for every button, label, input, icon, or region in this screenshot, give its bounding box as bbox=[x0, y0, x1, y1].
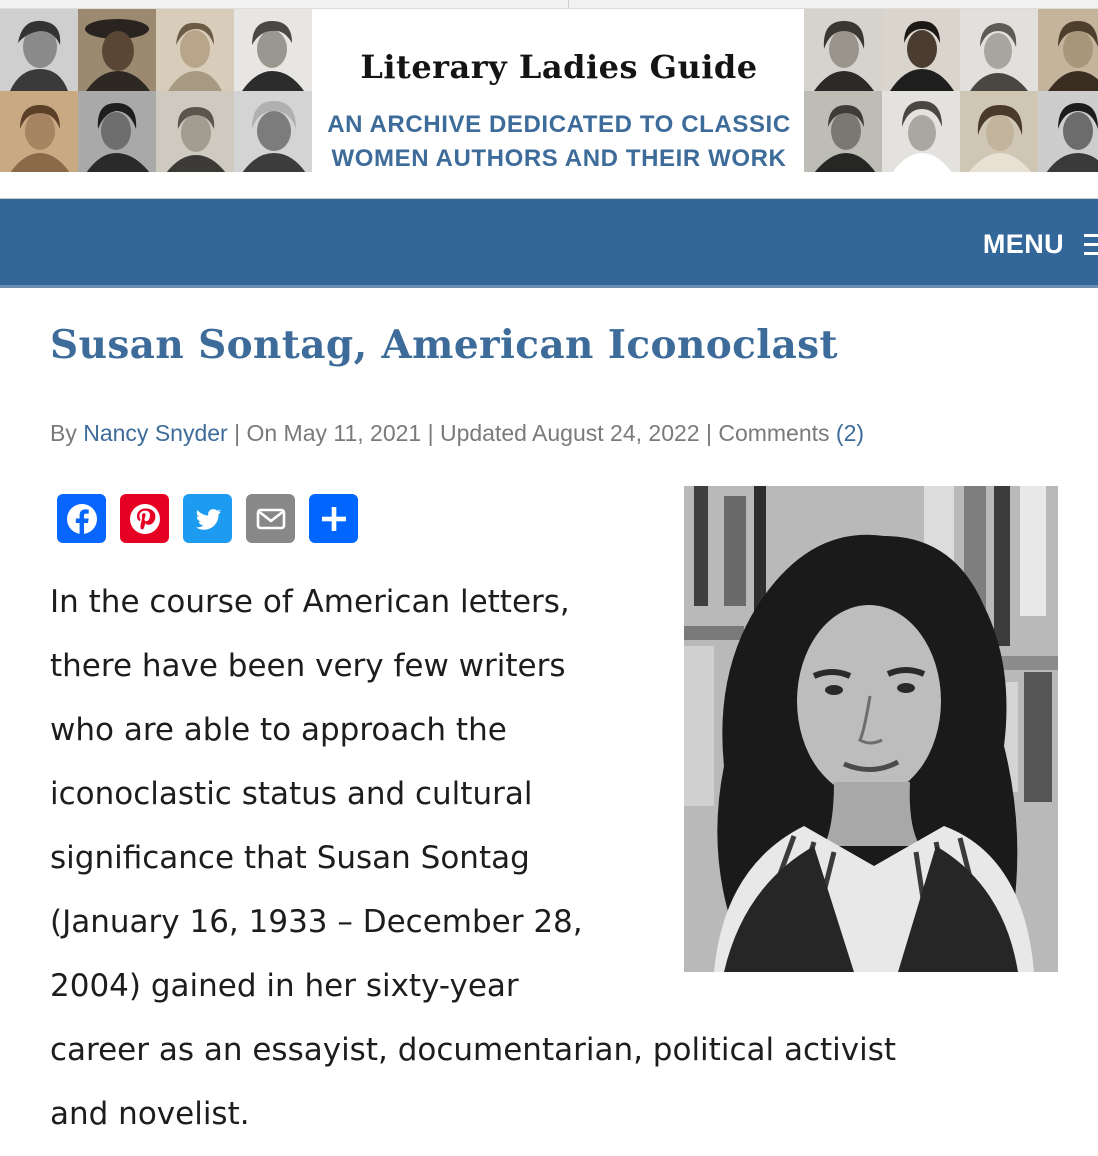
author-portrait bbox=[156, 9, 234, 91]
author-portrait bbox=[234, 9, 312, 91]
site-tagline bbox=[316, 108, 802, 176]
pinterest-icon bbox=[127, 501, 163, 537]
author-portrait bbox=[804, 9, 882, 91]
header-portraits-left bbox=[0, 9, 312, 173]
author-portrait bbox=[960, 91, 1038, 173]
email-icon bbox=[253, 501, 289, 537]
browser-top-strip bbox=[0, 0, 1098, 9]
facebook-icon bbox=[64, 501, 100, 537]
twitter-icon bbox=[190, 501, 226, 537]
hamburger-icon[interactable] bbox=[1080, 231, 1098, 259]
post-byline bbox=[50, 420, 864, 447]
author-portrait bbox=[78, 91, 156, 173]
published-date: May 11, 2021 bbox=[283, 420, 422, 446]
site-title[interactable]: Literary Ladies Guide bbox=[360, 48, 758, 86]
share-more-button[interactable] bbox=[309, 494, 358, 543]
author-portrait bbox=[960, 9, 1038, 91]
author-portrait bbox=[1038, 9, 1098, 91]
tab-divider bbox=[568, 0, 569, 8]
byline-on: | On bbox=[234, 420, 278, 446]
author-link[interactable]: Nancy Snyder bbox=[83, 420, 228, 446]
author-portrait bbox=[882, 9, 960, 91]
author-portrait bbox=[234, 91, 312, 173]
header-divider bbox=[0, 172, 1098, 199]
body-line: who are able to approach the bbox=[50, 712, 507, 748]
byline-comments: | Comments bbox=[705, 420, 830, 446]
author-portrait bbox=[804, 91, 882, 173]
byline-by: By bbox=[50, 420, 77, 446]
twitter-share-button[interactable] bbox=[183, 494, 232, 543]
author-portrait bbox=[882, 91, 960, 173]
body-line: iconoclastic status and cultural bbox=[50, 776, 533, 812]
author-portrait bbox=[156, 91, 234, 173]
byline-updated: | Updated bbox=[427, 420, 527, 446]
article-body bbox=[50, 570, 1010, 1146]
main-navbar bbox=[0, 199, 1098, 288]
body-line: significance that Susan Sontag bbox=[50, 840, 530, 876]
tagline-line: AN ARCHIVE DEDICATED TO CLASSIC bbox=[327, 111, 791, 138]
body-line: and novelist. bbox=[50, 1096, 250, 1132]
pinterest-share-button[interactable] bbox=[120, 494, 169, 543]
author-portrait bbox=[0, 91, 78, 173]
author-portrait bbox=[1038, 91, 1098, 173]
body-line: there have been very few writers bbox=[50, 648, 566, 684]
email-share-button[interactable] bbox=[246, 494, 295, 543]
author-portrait bbox=[78, 9, 156, 91]
menu-button[interactable]: MENU bbox=[982, 229, 1064, 259]
body-line: (January 16, 1933 – December 28, bbox=[50, 904, 583, 940]
body-line: In the course of American letters, bbox=[50, 584, 570, 620]
updated-date: August 24, 2022 bbox=[532, 420, 700, 446]
comments-link[interactable]: (2) bbox=[835, 420, 865, 446]
facebook-share-button[interactable] bbox=[57, 494, 106, 543]
author-portrait bbox=[0, 9, 78, 91]
header-portraits-right bbox=[804, 9, 1098, 173]
share-plus-icon bbox=[316, 501, 352, 537]
body-line: career as an essayist, documentarian, political activist bbox=[50, 1032, 897, 1068]
tagline-line: WOMEN AUTHORS AND THEIR WORK bbox=[331, 145, 787, 172]
post-title: Susan Sontag, American Iconoclast bbox=[50, 322, 838, 368]
body-line: 2004) gained in her sixty-year bbox=[50, 968, 519, 1004]
share-buttons bbox=[57, 494, 358, 543]
